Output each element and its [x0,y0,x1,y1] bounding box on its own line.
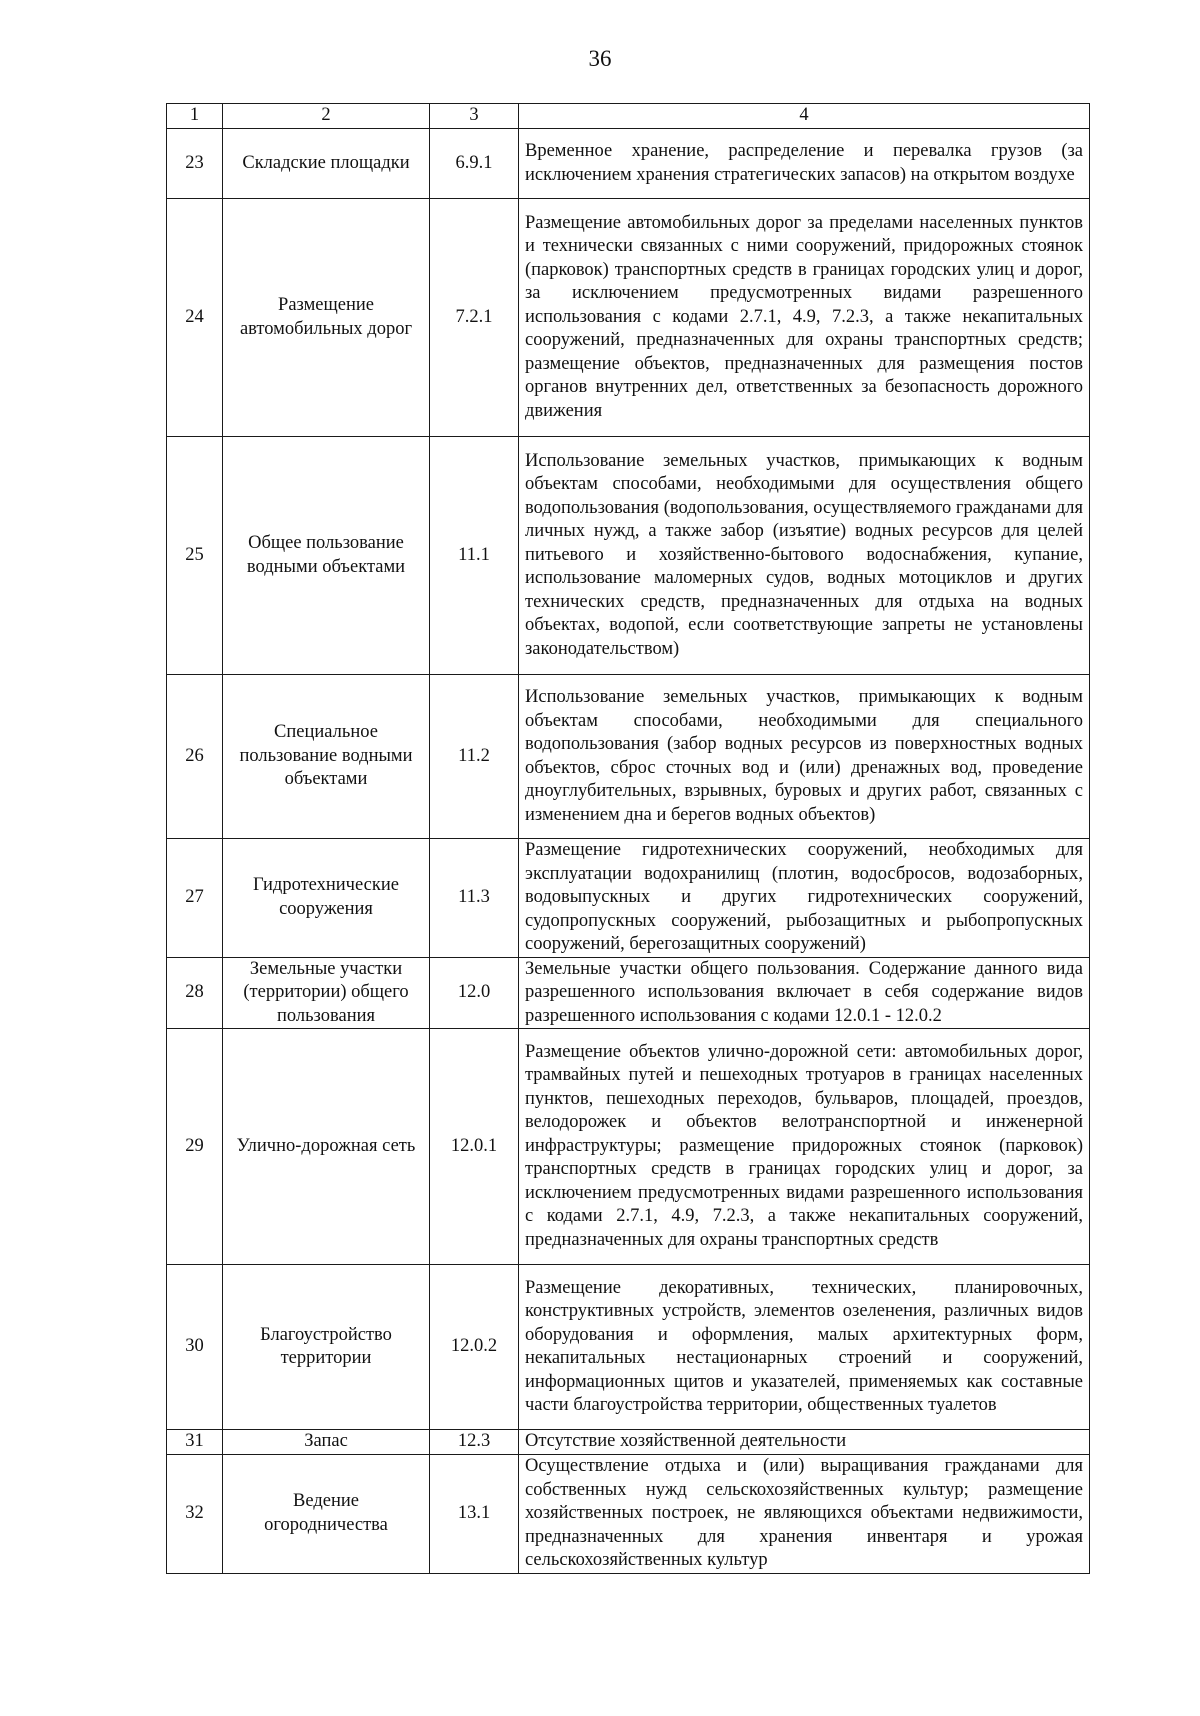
land-use-description: Размещение автомобильных дорог за пределами населенных пунктов и технически связанных с ними сооружений, придорожных стоянок (парковок) транспортных средств в границах городских улиц и дорог, за исключением предусмотренных видами разрешенного использования с кодами 2.7.1, 4.9, 7.2.3, а также некапитальных сооружений, предназначенных для охраны транспортных средств; размещение объектов, предназначенных для размещения постов органов внутренних дел, ответственных за безопасность дорожного движения [519,199,1090,437]
row-number: 24 [167,199,223,437]
row-number: 30 [167,1265,223,1430]
row-number: 23 [167,129,223,199]
row-number: 26 [167,675,223,839]
table-row [167,1029,1090,1265]
column-header: 3 [430,104,519,129]
table-row [167,675,1090,839]
land-use-name: Складские площадки [223,129,430,199]
table-row [167,437,1090,675]
page-number: 36 [588,46,612,71]
row-number: 32 [167,1455,223,1574]
column-header: 1 [167,104,223,129]
land-use-description: Временное хранение, распределение и перевалка грузов (за исключением хранения стратегических запасов) на открытом воздухе [519,129,1090,199]
land-use-description: Размещение объектов улично-дорожной сети: автомобильных дорог, трамвайных путей и пешеходных тротуаров в границах населенных пунктов, пешеходных переходов, бульваров, площадей, проездов, велодорожек и объектов велотранспортной и инженерной инфраструктуры; размещение придорожных стоянок (парковок) транспортных средств в границах городских улиц и дорог, за исключением предусмотренных видами разрешенного использования с кодами 2.7.1, 4.9, 7.2.3, а также некапитальных сооружений, предназначенных для охраны транспортных средств [519,1029,1090,1265]
row-number: 27 [167,839,223,958]
land-use-description: Земельные участки общего пользования. Содержание данного вида разрешенного использования включает в себя содержание видов разрешенного использования с кодами 12.0.1 - 12.0.2 [519,957,1090,1029]
land-use-code: 6.9.1 [430,129,519,199]
land-use-code: 12.0.2 [430,1265,519,1430]
land-use-description: Отсутствие хозяйственной деятельности [519,1430,1090,1455]
row-number: 28 [167,957,223,1029]
land-use-name: Благоустройство территории [223,1265,430,1430]
land-use-description: Использование земельных участков, примыкающих к водным объектам способами, необходимыми для осуществления общего водопользования (водопользования, осуществляемого гражданами для личных нужд, а также забор (изъятие) водных ресурсов для целей питьевого и хозяйственно-бытового водоснабжения, купание, использование маломерных судов, водных мотоциклов и других технических средств, предназначенных для отдыха на водных объектах, водопой, если соответствующие запреты не установлены законодательством) [519,437,1090,675]
land-use-code: 13.1 [430,1455,519,1574]
table-row [167,1430,1090,1455]
table-row [167,1455,1090,1574]
land-use-description: Использование земельных участков, примыкающих к водным объектам способами, необходимыми для специального водопользования (забор водных ресурсов из поверхностных водных объектов, сброс сточных вод и (или) дренажных вод, проведение дноуглубительных, взрывных, буровых и других работ, связанных с изменением дна и берегов водных объектов) [519,675,1090,839]
land-use-name: Ведение огородничества [223,1455,430,1574]
land-use-name: Земельные участки (территории) общего пользования [223,957,430,1029]
column-header: 4 [519,104,1090,129]
row-number: 29 [167,1029,223,1265]
table-row [167,1265,1090,1430]
land-use-name: Размещение автомобильных дорог [223,199,430,437]
table-row [167,129,1090,199]
land-use-table [166,103,1090,1574]
land-use-description: Осуществление отдыха и (или) выращивания гражданами для собственных нужд сельскохозяйственных культур; размещение хозяйственных построек, не являющихся объектами недвижимости, предназначенных для хранения инвентаря и урожая сельскохозяйственных культур [519,1455,1090,1574]
land-use-code: 11.2 [430,675,519,839]
land-use-name: Гидротехнические сооружения [223,839,430,958]
land-use-name: Специальное пользование водными объектами [223,675,430,839]
land-use-code: 11.3 [430,839,519,958]
table-row [167,957,1090,1029]
land-use-code: 7.2.1 [430,199,519,437]
table-row [167,199,1090,437]
row-number: 25 [167,437,223,675]
land-use-code: 12.3 [430,1430,519,1455]
land-use-code: 12.0.1 [430,1029,519,1265]
land-use-name: Запас [223,1430,430,1455]
land-use-description: Размещение гидротехнических сооружений, необходимых для эксплуатации водохранилищ (плотин, водосбросов, водозаборных, водовыпускных и других гидротехнических сооружений, судопропускных сооружений, рыбозащитных и рыбопропускных сооружений, берегозащитных сооружений) [519,839,1090,958]
column-header: 2 [223,104,430,129]
land-use-name: Улично-дорожная сеть [223,1029,430,1265]
land-use-description: Размещение декоративных, технических, планировочных, конструктивных устройств, элементов озеленения, различных видов оборудования и оформления, малых архитектурных форм, некапитальных нестационарных строений и сооружений, информационных щитов и указателей, применяемых как составные части благоустройства территории, общественных туалетов [519,1265,1090,1430]
land-use-code: 12.0 [430,957,519,1029]
land-use-code: 11.1 [430,437,519,675]
table-row [167,839,1090,958]
table-header-row [167,104,1090,129]
land-use-name: Общее пользование водными объектами [223,437,430,675]
row-number: 31 [167,1430,223,1455]
